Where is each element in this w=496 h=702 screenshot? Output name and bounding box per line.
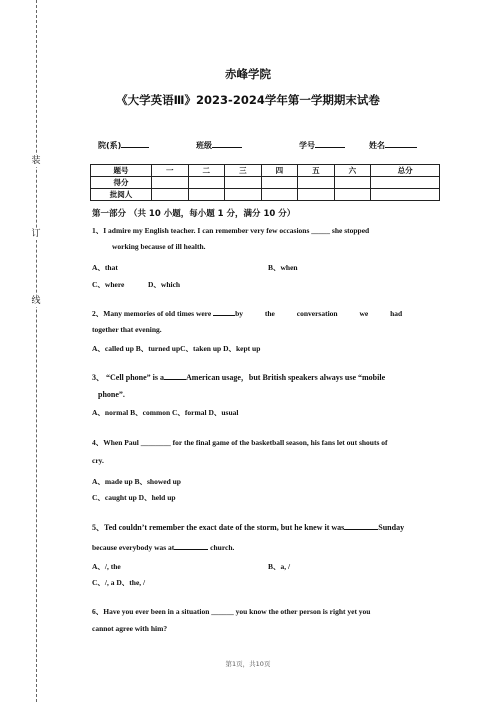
score-table-header-row xyxy=(91,165,440,177)
binding-char-ding: 订 xyxy=(29,228,43,240)
q1-option-c[interactable]: C、where xyxy=(92,280,125,289)
exam-title: 《大学英语Ⅲ》2023-2024学年第一学期期末试卷 xyxy=(116,93,380,107)
dept-label: 院(系) xyxy=(98,141,122,150)
q3-options[interactable]: A、normal B、common C、formal D、usual xyxy=(92,408,239,417)
score-cell[interactable] xyxy=(298,189,335,201)
q1-option-b[interactable]: B、when xyxy=(268,263,298,272)
q5-stem-cont-pre: because everybody was at xyxy=(92,543,175,552)
dept-field[interactable] xyxy=(98,139,149,151)
q1-option-d[interactable]: D、which xyxy=(148,280,181,289)
q1-option-a[interactable]: A、that xyxy=(92,263,118,272)
score-cell[interactable] xyxy=(261,189,298,201)
q6-stem: 6、Have you ever been in a situation ______ you know the other person is right yet you xyxy=(92,607,371,616)
q5-stem xyxy=(92,522,442,533)
q3-stem-pre: 3、 “Cell phone” is a xyxy=(92,373,165,382)
q2-stem-cont: together that evening. xyxy=(92,325,162,334)
q5-stem-post: Sunday xyxy=(378,523,405,532)
binding-char-xian: 线 xyxy=(29,295,43,307)
score-cell[interactable] xyxy=(298,177,335,189)
q4-options-ab[interactable]: A、made up B、showed up xyxy=(92,477,181,486)
score-cell[interactable] xyxy=(225,177,262,189)
q2-stem-post: by the conversation we had xyxy=(235,309,403,318)
q3-stem xyxy=(92,372,442,383)
score-table-row xyxy=(91,189,440,201)
q5-stem-cont xyxy=(92,542,442,552)
q5-stem-pre: 5、Ted couldn’t remember the exact date of the storm, but he knew it was xyxy=(92,523,345,532)
student-id-label: 学号 xyxy=(299,141,315,150)
score-cell[interactable] xyxy=(371,177,440,189)
score-cell[interactable] xyxy=(152,177,189,189)
score-row-label: 得分 xyxy=(91,177,152,189)
score-cell[interactable] xyxy=(225,189,262,201)
q6-stem-cont: cannot agree with him? xyxy=(92,624,168,633)
q5-options-cd[interactable]: C、/, a D、the, / xyxy=(92,578,146,587)
score-table xyxy=(90,164,440,201)
score-header-cell: 五 xyxy=(298,165,335,177)
score-row-label: 批阅人 xyxy=(91,189,152,201)
q3-stem-cont: phone”. xyxy=(98,390,125,399)
score-header-cell: 三 xyxy=(225,165,262,177)
class-blank[interactable] xyxy=(212,139,242,148)
q5-option-a[interactable]: A、/, the xyxy=(92,562,121,571)
q5-blank-2[interactable] xyxy=(174,542,208,550)
q1-stem-cont: working because of ill health. xyxy=(112,242,206,251)
q2-stem-pre: 2、Many memories of old times were xyxy=(92,309,214,318)
q1-stem: 1、I admire my English teacher. I can remember very few occasions _____ she stopped xyxy=(92,226,370,235)
q4-stem-cont: cry. xyxy=(92,456,104,465)
score-cell[interactable] xyxy=(188,189,225,201)
q5-stem-cont-post: church. xyxy=(208,543,235,552)
dept-blank[interactable] xyxy=(121,139,149,148)
school-name: 赤峰学院 xyxy=(225,67,271,81)
score-header-cell: 六 xyxy=(334,165,371,177)
score-header-cell: 四 xyxy=(261,165,298,177)
page-number: 第1页，共10页 xyxy=(225,660,271,668)
name-label: 姓名 xyxy=(369,141,385,150)
score-cell[interactable] xyxy=(371,189,440,201)
name-field[interactable] xyxy=(369,139,417,151)
student-id-blank[interactable] xyxy=(315,139,345,148)
class-label: 班级 xyxy=(196,141,212,150)
score-cell[interactable] xyxy=(334,177,371,189)
q5-option-b[interactable]: B、a, / xyxy=(268,562,291,571)
q2-options[interactable]: A、called up B、turned upC、taken up D、kept up xyxy=(92,344,261,353)
q4-stem: 4、When Paul ________ for the final game of the basketball season, his fans let out shouts of xyxy=(92,438,388,447)
q4-options-cd[interactable]: C、caught up D、held up xyxy=(92,493,176,502)
student-id-field[interactable] xyxy=(299,139,345,151)
score-cell[interactable] xyxy=(188,177,225,189)
q2-blank[interactable] xyxy=(213,308,235,316)
binding-char-zhuang: 装 xyxy=(29,155,43,167)
score-header-cell: 题号 xyxy=(91,165,152,177)
score-cell[interactable] xyxy=(152,189,189,201)
class-field[interactable] xyxy=(196,139,242,151)
score-header-cell: 总分 xyxy=(371,165,440,177)
score-header-cell: 一 xyxy=(152,165,189,177)
score-header-cell: 二 xyxy=(188,165,225,177)
name-blank[interactable] xyxy=(385,139,417,148)
q3-stem-post: American usage，but British speakers always use “mobile xyxy=(186,373,386,382)
score-cell[interactable] xyxy=(334,189,371,201)
score-cell[interactable] xyxy=(261,177,298,189)
score-table-row xyxy=(91,177,440,189)
section-title: 第一部分 （共 10 小题，每小题 1 分，满分 10 分） xyxy=(92,209,296,219)
q2-stem xyxy=(92,308,442,319)
q3-blank[interactable] xyxy=(164,372,186,380)
q5-blank-1[interactable] xyxy=(344,522,378,530)
